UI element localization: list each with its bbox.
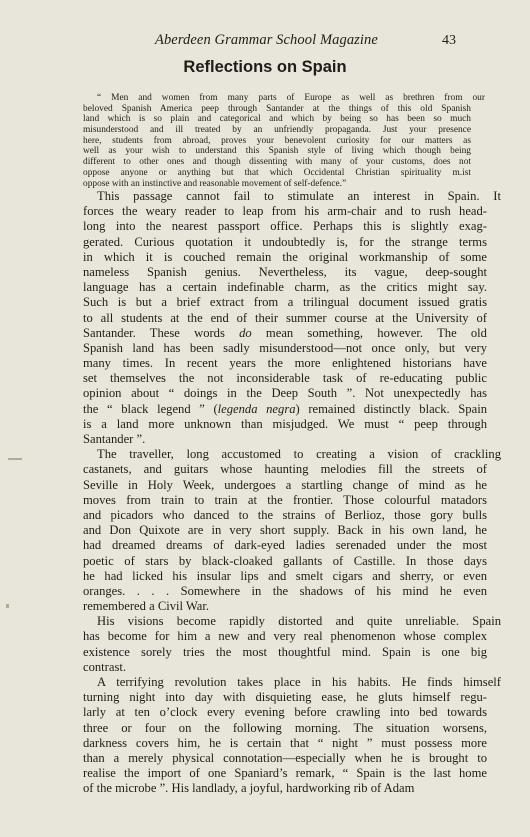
body-line: than a merely physical connotation—especially when he is brought to: [83, 750, 487, 765]
body-line: the “ black legend ” (legenda negra) remained distinctly black. Spain: [83, 401, 487, 416]
body-line: language has a certain indefinable charm, as the critics might say.: [83, 280, 487, 295]
body-line: to all students at the end of their summer course at the University of: [83, 310, 487, 325]
epigraph-quotation: [83, 93, 485, 189]
body-line: Spanish land has been sadly misunderstood—not once only, but very: [83, 340, 487, 355]
body-line: existence sorely tries the most thoughtful mind. Spain is one big: [83, 644, 487, 659]
body-line: The traveller, long accustomed to creating a vision of crackling: [97, 447, 501, 462]
body-line: Such is but a brief extract from a trilingual document issued gratis: [83, 295, 487, 310]
body-line: oranges. . . . Somewhere in the shadows of his mind he even: [83, 583, 487, 598]
margin-dot: [6, 604, 9, 608]
body-line: remembered a Civil War.: [83, 599, 210, 614]
body-line: His visions become rapidly distorted and quite unreliable. Spain: [97, 614, 501, 629]
body-line: Santander ”.: [83, 432, 146, 446]
body-line: long into the nearest passport office. Perhaps this is slightly exag-: [83, 219, 487, 234]
body-line: Seville in Holy Week, undergoes a startling change of mind as he: [83, 477, 487, 492]
epigraph-line: “ Men and women from many parts of Europe as well as brethren from our: [97, 93, 485, 103]
article-body: [83, 189, 501, 797]
epigraph-line: well as your wish to understand this Spanish style of living which though being: [83, 146, 471, 157]
page-number: 43: [442, 33, 456, 48]
body-line: many times. In recent years the more enlightened historians have: [83, 356, 487, 371]
body-line: castanets, and guitars whose haunting melodies fill the streets of: [83, 462, 487, 477]
body-line: This passage cannot fail to stimulate an interest in Spain. It: [97, 189, 501, 203]
epigraph-line: beloved Spanish America peep through Santander at the things of this old Spanish: [83, 103, 471, 114]
body-line: in which it is couched remain the original workmanship of some: [83, 249, 487, 264]
body-line: is a land more unknown than misjudged. We must “ peep through: [83, 416, 487, 431]
journal-title: Aberdeen Grammar School Magazine: [155, 32, 378, 48]
article-title: Reflections on Spain: [183, 58, 347, 76]
epigraph-line: different to other ones and though dissenting with many of your customs, does not: [83, 157, 471, 168]
body-line: darkness covers him, he is certain that “ night ” must possess more: [83, 735, 487, 750]
body-line: Santander. These words do mean something, however. The old: [83, 325, 487, 340]
body-line: and picadors who danced to the strains of Berlioz, those gory bulls: [83, 507, 487, 522]
body-line: he had licked his insular lips and smelt cigars and sherry, or even: [83, 568, 487, 583]
body-line: nameless Spanish genius. Nevertheless, its vague, deep-sought: [83, 264, 487, 279]
margin-mark: [8, 458, 22, 460]
body-line: poetic of stars by black-cloaked gallants of Castille. In those days: [83, 553, 487, 568]
body-line: A terrifying revolution takes place in his habits. He finds himself: [97, 675, 501, 689]
body-line: forces the weary reader to leap from his arm-chair and to rush head-: [83, 204, 487, 219]
epigraph-line: here, students from abroad, proves your benevolent curiosity for our matters as: [83, 135, 471, 146]
body-line: larly at ten o’clock every evening before crawling into bed towards: [83, 705, 487, 720]
body-line: moves from train to train at the frontier. Those colourful matadors: [83, 492, 487, 507]
body-line: had dreamed dreams of dark-eyed ladies serenaded under the most: [83, 538, 487, 553]
body-line: turning night into day with disquieting ease, he gluts himself regu-: [83, 690, 487, 705]
body-line: has become for him a new and very real phenomenon whose complex: [83, 629, 487, 644]
epigraph-line: oppose with an instinctive and reasonable movement of self-defence.”: [83, 178, 347, 189]
epigraph-line: misunderstood and ill treated by an unfriendly propaganda. Just your presence: [83, 125, 471, 136]
body-line: of the microbe ”. His landlady, a joyful, hardworking rib of Adam: [83, 781, 415, 796]
epigraph-line: land which is so plain and categorical and which by being so has been so much: [83, 114, 471, 125]
epigraph-line: oppose anyone or anything but that which Occidental Christian spirituality m.ist: [83, 167, 471, 178]
body-line: and Don Quixote are in very short supply. Back in his own land, he: [83, 523, 487, 538]
body-line: contrast.: [83, 659, 127, 674]
body-line: opinion about “ doings in the Deep South ”. Not unexpectedly has: [83, 386, 487, 401]
body-line: set themselves the not inconsiderable task of re-educating public: [83, 371, 487, 386]
body-line: three or four on the following morning. The situation worsens,: [83, 720, 487, 735]
body-line: gerated. Curious quotation it undoubtedly is, for the strange terms: [83, 234, 487, 249]
body-line: realise the import of one Spaniard’s remark, “ Spain is the last home: [83, 766, 487, 781]
